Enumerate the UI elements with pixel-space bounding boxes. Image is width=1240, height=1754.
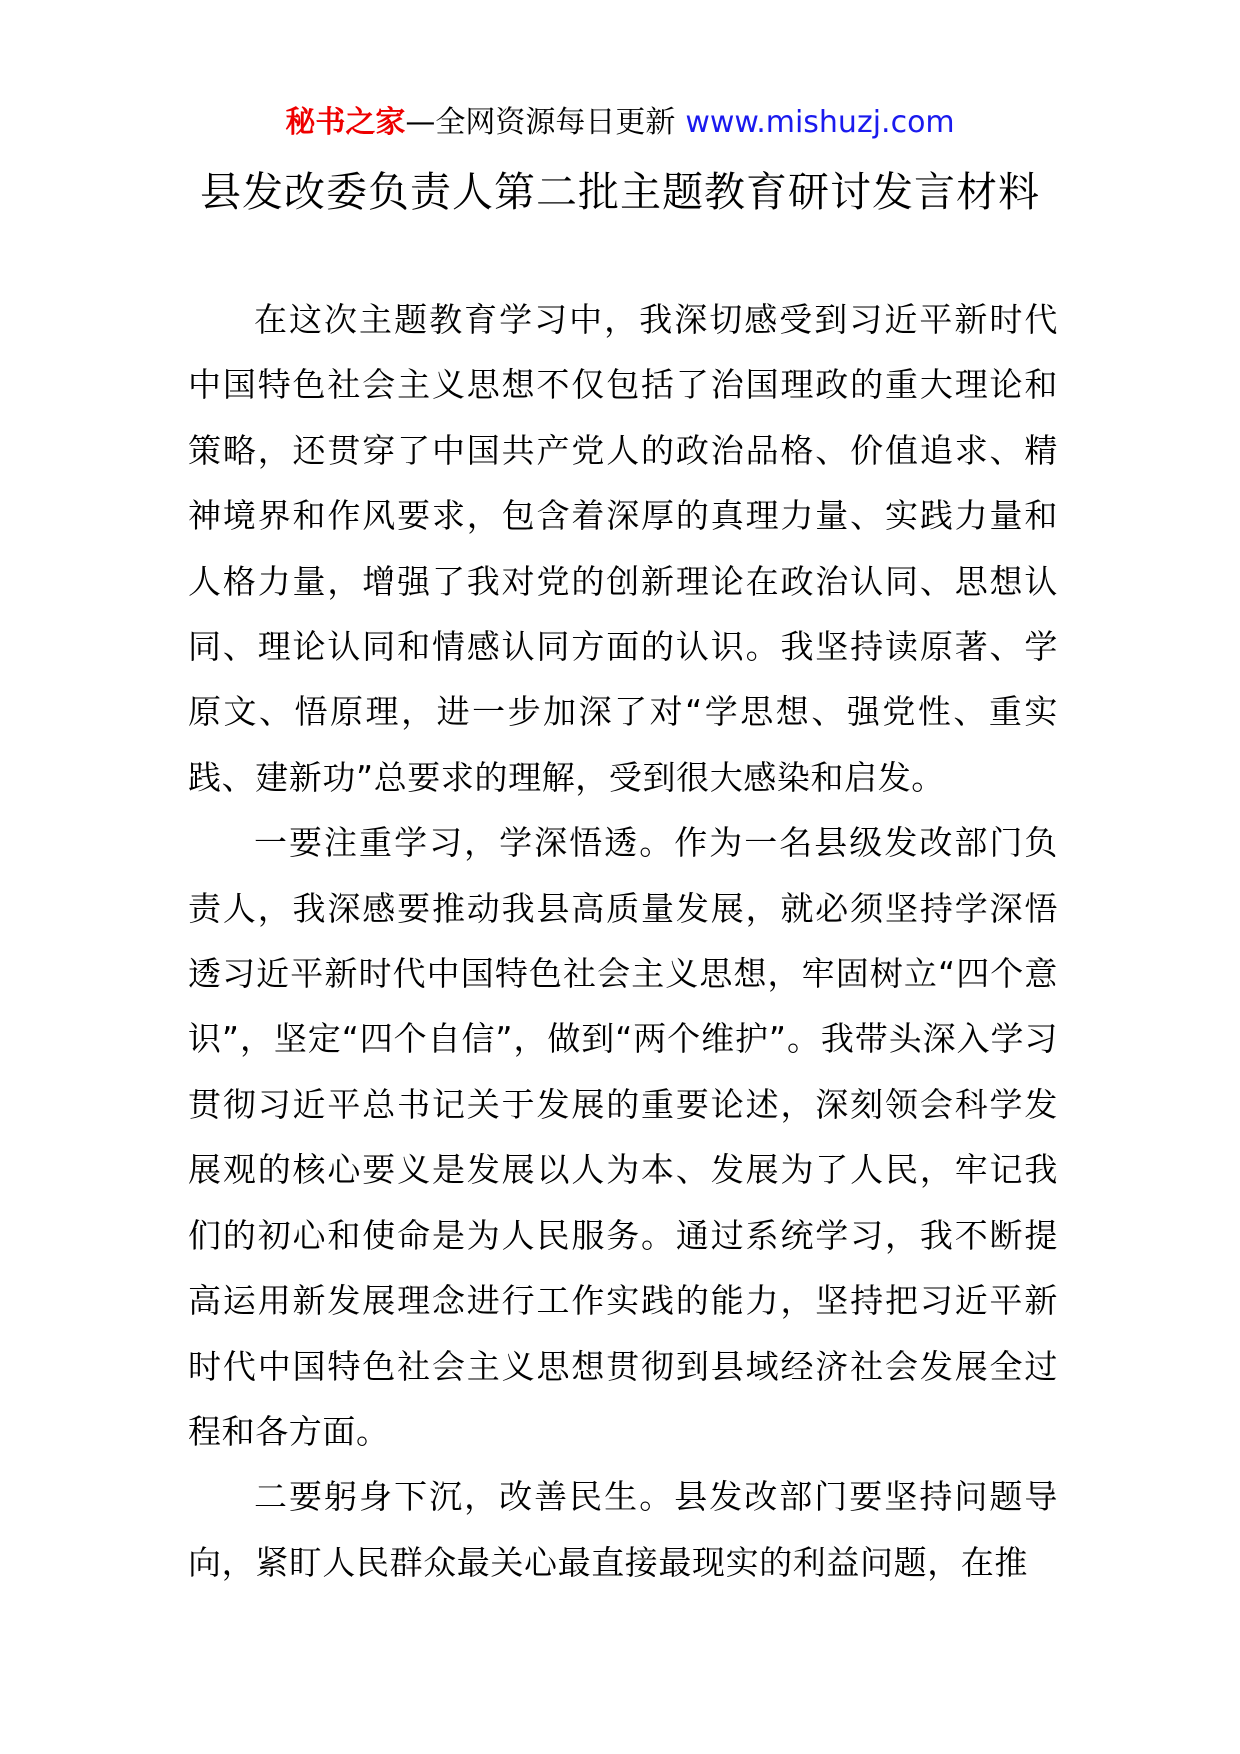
site-url-link[interactable]: www.mishuzj.com	[685, 105, 955, 140]
brand-name: 秘书之家	[285, 105, 406, 140]
paragraph-text: 县发改部门要坚持问题导向，紧盯人民群众最关心最直接最现实的利益问题，在推	[188, 1477, 1058, 1582]
document-body	[188, 287, 1058, 1595]
paragraph-lead: 一要注重学习，学深悟透。	[254, 823, 675, 863]
paragraph-text: 作为一名县级发改部门负责人，我深感要推动我县高质量发展，就必须坚持学深悟透习近平新时代中国特色社会主义思想，牢固树立“四个意识”，坚定“四个自信”，做到“两个维护”。我带头深入学习贯彻习近平总书记关于发展的重要论述，深刻领会科学发展观的核心要义是发展以人为本、发展为了人民，牢记我们的初心和使命是为人民服务。通过系统学习，我不断提高运用新发展理念进行工作实践的能力，坚持把习近平新时代中国特色社会主义思想贯彻到县域经济社会发展全过程和各方面。	[188, 823, 1058, 1451]
paragraph-intro	[188, 287, 1058, 810]
paragraph-text: 在这次主题教育学习中，我深切感受到习近平新时代中国特色社会主义思想不仅包括了治国理政的重大理论和策略，还贯穿了中国共产党人的政治品格、价值追求、精神境界和作风要求，包含着深厚的真理力量、实践力量和人格力量，增强了我对党的创新理论在政治认同、思想认同、理论认同和情感认同方面的认识。我坚持读原著、学原文、悟原理，进一步加深了对“学思想、强党性、重实践、建新功”总要求的理解，受到很大感染和启发。	[188, 300, 1058, 797]
document-title: 县发改委负责人第二批主题教育研讨发言材料	[200, 168, 1040, 216]
paragraph-point-two	[188, 1464, 1058, 1595]
header-tagline: —全网资源每日更新	[405, 105, 676, 140]
paragraph-lead: 二要躬身下沉，改善民生。	[254, 1477, 675, 1517]
paragraph-point-one	[188, 810, 1058, 1464]
site-header	[0, 103, 1240, 143]
